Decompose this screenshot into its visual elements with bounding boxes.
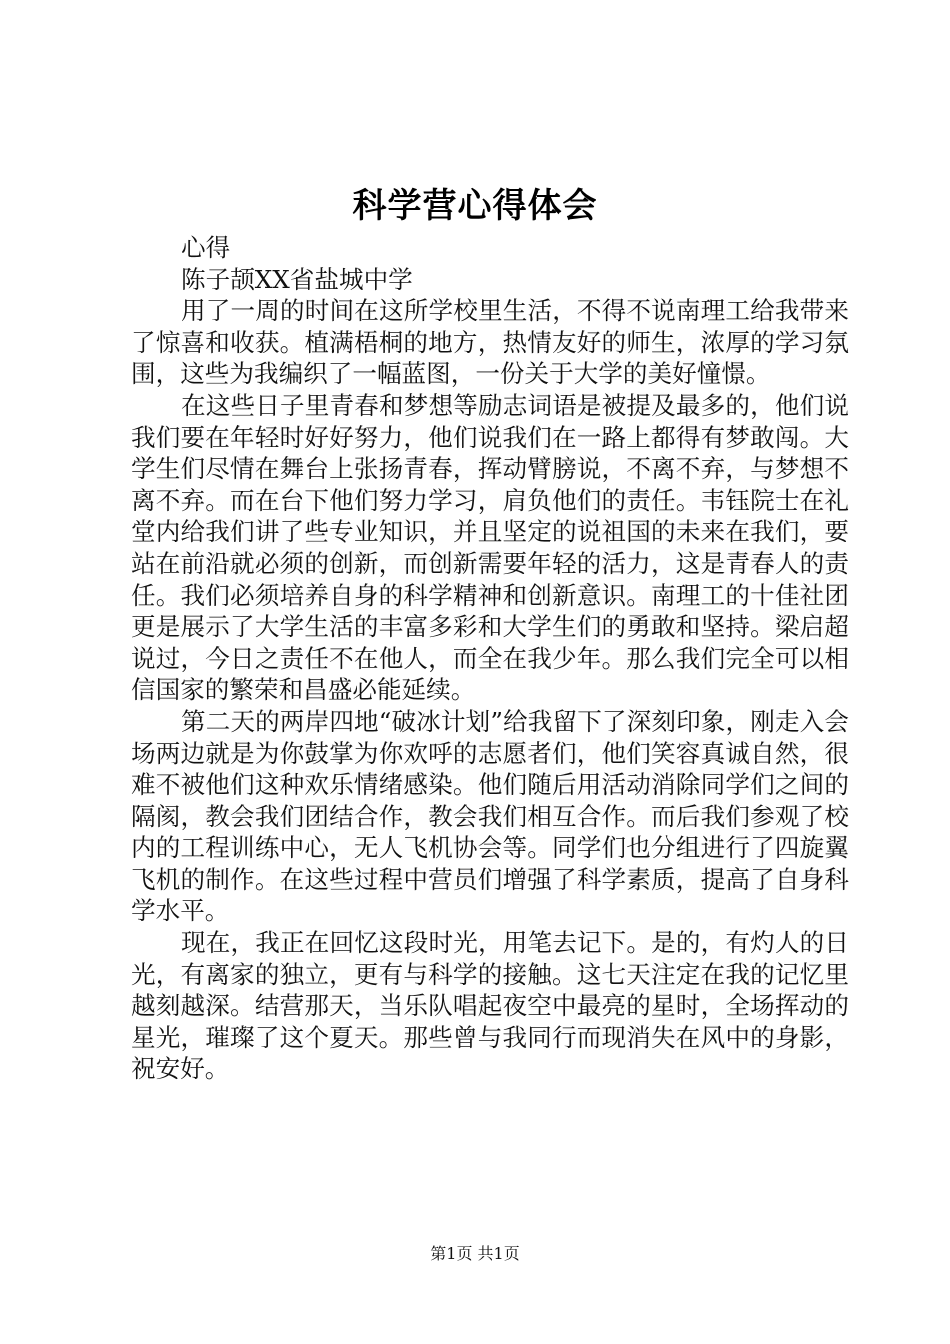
paragraph-2: 在这些日子里青春和梦想等励志词语是被提及最多的，他们说我们要在年轻时好好努力，他们说我们在一路上都得有梦敢闯。大学生们尽情在舞台上张扬青春，挥动臂膀说，不离不弃，与梦想不离不弃。而在台下他们努力学习，肩负他们的责任。韦钰院士在礼堂内给我们讲了些专业知识，并且坚定的说祖国的未来在我们，要站在前沿就必须的创新，而创新需要年轻的活力，这是青春人的责任。我们必须培养自身的科学精神和创新意识。南理工的十佳社团更是展示了大学生活的丰富多彩和大学生们的勇敢和坚持。梁启超说过，今日之责任不在他人，而全在我少年。那么我们完全可以相信国家的繁荣和昌盛必能延续。: [131, 390, 849, 705]
paragraph-1: 用了一周的时间在这所学校里生活，不得不说南理工给我带来了惊喜和收获。植满梧桐的地方，热情友好的师生，浓厚的学习氛围，这些为我编织了一幅蓝图，一份关于大学的美好憧憬。: [131, 296, 849, 389]
paragraph-author: 陈子颉XX省盐城中学: [181, 264, 413, 294]
paragraph-heading: 心得: [181, 233, 231, 262]
paragraph-4: 现在，我正在回忆这段时光，用笔去记下。是的，有灼人的日光，有离家的独立，更有与科学的接触。这七天注定在我的记忆里越刻越深。结营那天，当乐队唱起夜空中最亮的星时，全场挥动的星光，璀璨了这个夏天。那些曾与我同行而现消失在风中的身影，祝安好。: [131, 928, 849, 1084]
document-body: [131, 232, 849, 1085]
document-title: 科学营心得体会: [352, 186, 598, 226]
paragraph-3: 第二天的两岸四地“破冰计划”给我留下了深刻印象，刚走入会场两边就是为你鼓掌为你欢呼的志愿者们，他们笑容真诚自然，很难不被他们这种欢乐情绪感染。他们随后用活动消除同学们之间的隔阂，教会我们团结合作，教会我们相互合作。而后我们参观了校内的工程训练中心，无人飞机协会等。同学们也分组进行了四旋翼飞机的制作。在这些过程中营员们增强了科学素质，提高了自身科学水平。: [131, 706, 849, 926]
page-footer: 第1页 共1页: [430, 1244, 520, 1263]
